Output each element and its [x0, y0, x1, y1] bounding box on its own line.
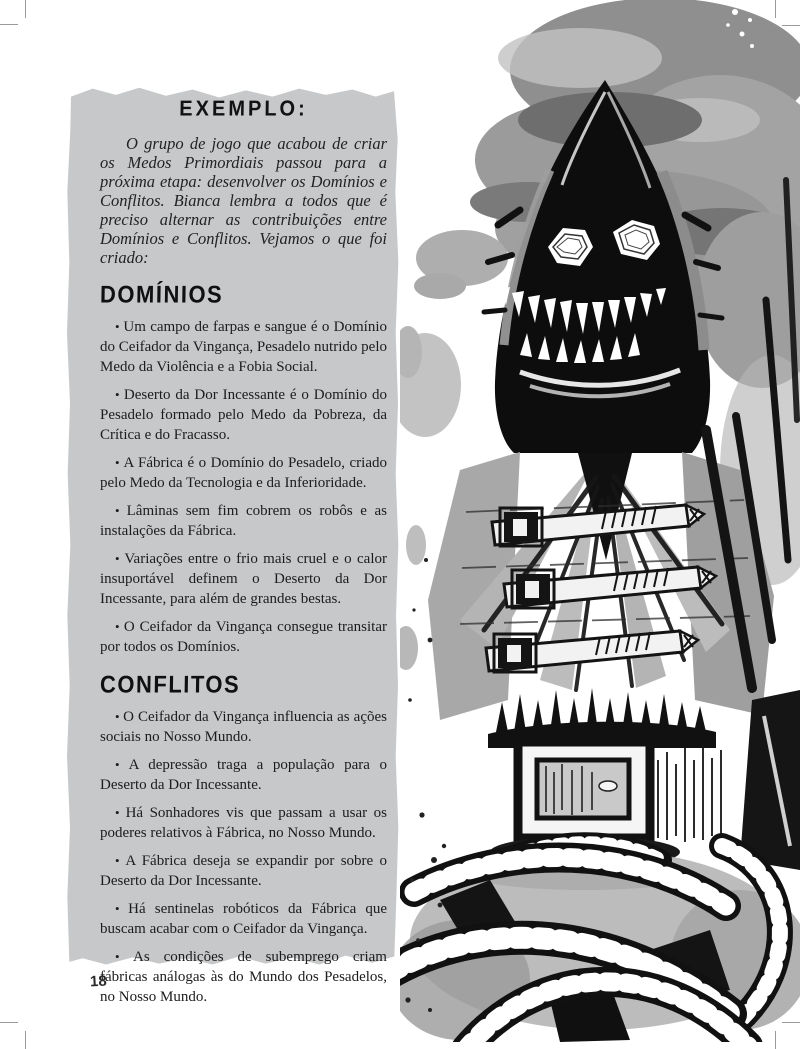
- conflitos-item: [100, 803, 387, 843]
- screen-panel: [518, 742, 650, 838]
- example-text-column: [100, 96, 387, 1015]
- dominios-item: [100, 453, 387, 493]
- bullet-icon: •: [115, 387, 124, 402]
- bullet-icon: •: [115, 853, 126, 868]
- crop-mark-top-right-h: [782, 25, 800, 26]
- conflitos-item-text: Há sentinelas robóticos da Fábrica que buscam acabar com o Ceifador da Vingança.: [100, 901, 387, 937]
- dominios-item-text: O Ceifador da Vingança consegue transitar por todos os Domínios.: [100, 619, 387, 655]
- conflitos-item: [100, 755, 387, 795]
- crop-mark-top-right-v: [775, 0, 776, 18]
- crop-mark-bottom-left-h: [0, 1022, 18, 1023]
- dominios-item-text: Deserto da Dor Incessante é o Domínio do Pesadelo formado pelo Medo da Pobreza, da Crítica e do Fracasso.: [100, 387, 387, 443]
- conflitos-item-text: O Ceifador da Vingança influencia as ações sociais no Nosso Mundo.: [100, 709, 387, 745]
- section-heading-conflitos: CONFLITOS: [99, 670, 241, 699]
- dominios-item: [100, 385, 387, 445]
- bullet-icon: •: [115, 455, 124, 470]
- dominios-item: [100, 617, 387, 657]
- crop-mark-bottom-right-h: [782, 1022, 800, 1023]
- bullet-icon: •: [115, 503, 127, 518]
- crop-mark-bottom-right-v: [775, 1031, 776, 1049]
- crop-mark-top-left-h: [0, 24, 18, 25]
- bullet-icon: •: [115, 551, 125, 566]
- bullet-icon: •: [115, 805, 126, 820]
- hatch-strokes: [658, 744, 721, 842]
- illustration-hooded-nightmare: [400, 0, 800, 1049]
- conflitos-item: [100, 707, 387, 747]
- conflitos-item-text: As condições de subemprego criam fábricas análogas às do Mundo dos Pesadelos, no Nosso Mundo.: [100, 949, 387, 1005]
- bullet-icon: •: [115, 757, 129, 772]
- dominios-item: [100, 501, 387, 541]
- bullet-icon: •: [115, 949, 133, 964]
- crop-mark-top-left-v: [25, 0, 26, 18]
- example-title: EXEMPLO:: [179, 97, 308, 121]
- conflitos-item-text: A Fábrica deseja se expandir por sobre o Deserto da Dor Incessante.: [100, 853, 387, 889]
- dominios-item-text: Um campo de farpas e sangue é o Domínio do Ceifador da Vingança, Pesadelo nutrido pelo Medo da Violência e a Fobia Social.: [100, 319, 387, 375]
- dominios-item: [100, 317, 387, 377]
- bullet-icon: •: [115, 901, 129, 916]
- conflitos-item: [100, 899, 387, 939]
- bullet-icon: •: [115, 709, 124, 724]
- strap-3: [486, 631, 698, 672]
- dominios-item-text: Variações entre o frio mais cruel e o calor insuportável definem o Deserto da Dor Incessante, para além de grandes bestas.: [100, 551, 387, 607]
- conflitos-item-text: A depressão traga a população para o Deserto da Dor Incessante.: [100, 757, 387, 793]
- bullet-icon: •: [115, 619, 124, 634]
- bullet-icon: •: [115, 319, 124, 334]
- section-heading-dominios: DOMÍNIOS: [99, 280, 224, 309]
- conflitos-item: [100, 947, 387, 1007]
- dominios-item-text: A Fábrica é o Domínio do Pesadelo, criado pelo Medo da Tecnologia e da Inferioridade.: [100, 455, 387, 491]
- example-paragraph: O grupo de jogo que acabou de criar os Medos Primordiais passou para a próxima etapa: desenvolver os Domínios e Conflitos. Bianca lembra a todos que é preciso alternar as contribuições entre Domínios e Conflitos. Vejamos o que foi criado:: [100, 134, 387, 267]
- dominios-item: [100, 549, 387, 609]
- dominios-item-text: Lâminas sem fim cobrem os robôs e as instalações da Fábrica.: [100, 503, 387, 539]
- page-number: 18: [89, 972, 108, 991]
- crop-mark-bottom-left-v: [25, 1031, 26, 1049]
- conflitos-item-text: Há Sonhadores vis que passam a usar os poderes relativos à Fábrica, no Nosso Mundo.: [100, 805, 387, 841]
- conflitos-item: [100, 851, 387, 891]
